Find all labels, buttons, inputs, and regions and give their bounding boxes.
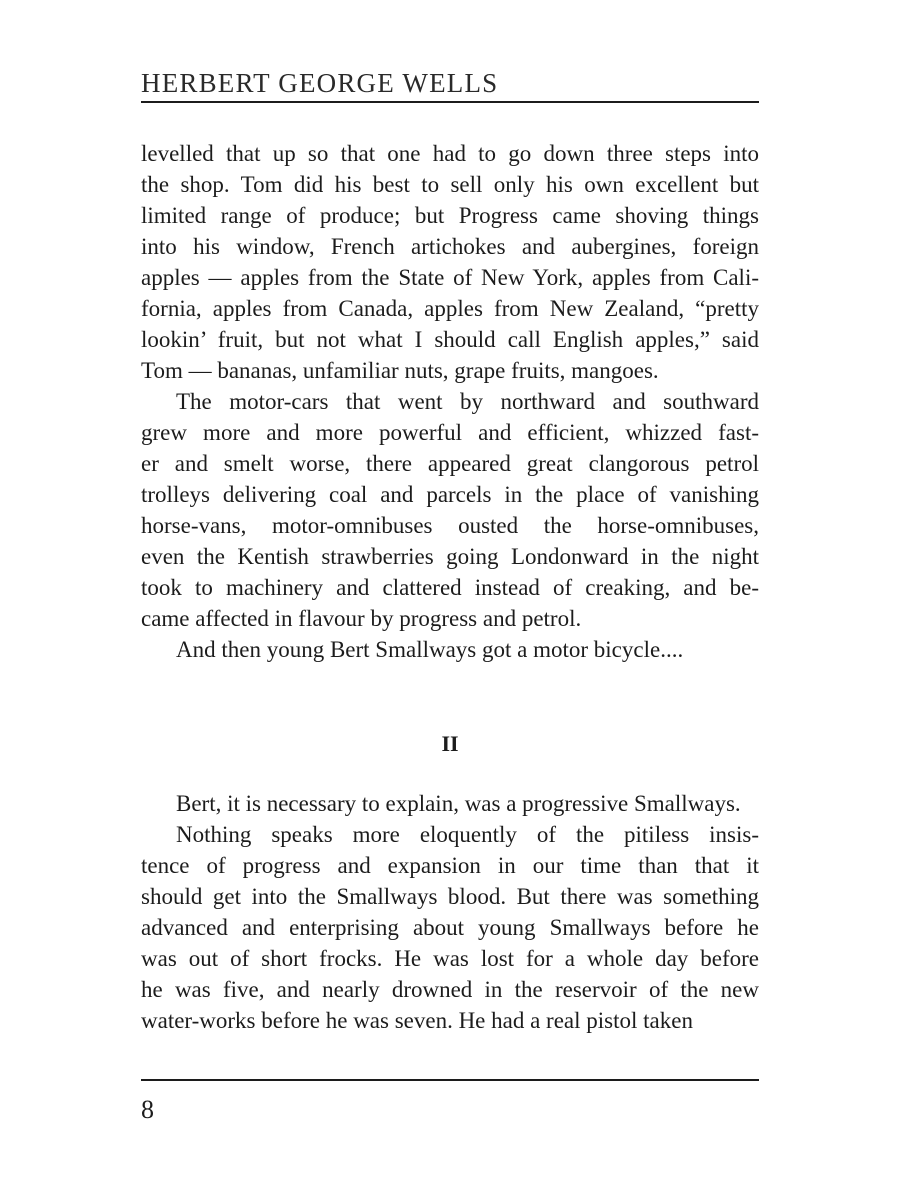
text-line: horse-vans, motor-omnibuses ousted the horse-omnibuses, — [141, 513, 759, 538]
text-line: advanced and enterprising about young Smallways before he — [141, 915, 759, 940]
text-line: The motor-cars that went by northward and southward — [176, 389, 759, 414]
text-line: took to machinery and clattered instead of creaking, and be- — [141, 575, 759, 600]
paragraph — [141, 138, 759, 386]
text-line: into his window, French artichokes and aubergines, foreign — [141, 234, 759, 259]
text-line: er and smelt worse, there appeared great clangorous petrol — [141, 451, 759, 476]
text-line: water-works before he was seven. He had a real pistol taken — [141, 1008, 693, 1033]
text-line: trolleys delivering coal and parcels in the place of vanishing — [141, 482, 759, 507]
text-line: he was five, and nearly drowned in the reservoir of the new — [141, 977, 759, 1002]
text-line: came affected in flavour by progress and petrol. — [141, 606, 582, 631]
text-line: tence of progress and expansion in our time than that it — [141, 853, 759, 878]
book-page — [141, 0, 759, 1200]
running-head-title: HERBERT GEORGE WELLS — [141, 68, 499, 98]
footer-rule — [141, 1079, 759, 1081]
section-heading: II — [441, 731, 459, 756]
text-line: limited range of produce; but Progress came shoving things — [141, 203, 759, 228]
body-text-bottom — [141, 788, 759, 1036]
paragraph — [141, 634, 759, 665]
text-line: apples — apples from the State of New York, apples from Cali- — [141, 265, 759, 290]
text-line: Nothing speaks more eloquently of the pitiless insis- — [176, 822, 759, 847]
text-line: Tom — bananas, unfamiliar nuts, grape fruits, mangoes. — [141, 358, 659, 383]
text-line: levelled that up so that one had to go down three steps into — [141, 141, 759, 166]
page-number: 8 — [141, 1095, 154, 1124]
text-line: fornia, apples from Canada, apples from New Zealand, “pretty — [141, 296, 759, 321]
body-text-top — [141, 138, 759, 665]
text-line: grew more and more powerful and efficient, whizzed fast- — [141, 420, 759, 445]
text-line: lookin’ fruit, but not what I should call English apples,” said — [141, 327, 759, 352]
paragraph — [141, 819, 759, 1036]
paragraph — [141, 788, 759, 819]
text-line: Bert, it is necessary to explain, was a progressive Smallways. — [176, 791, 741, 816]
text-line: was out of short frocks. He was lost for a whole day before — [141, 946, 759, 971]
text-line: even the Kentish strawberries going Londonward in the night — [141, 544, 759, 569]
header-rule — [141, 101, 759, 103]
text-line: And then young Bert Smallways got a motor bicycle.... — [176, 637, 684, 662]
text-line: should get into the Smallways blood. But there was something — [141, 884, 759, 909]
text-line: the shop. Tom did his best to sell only his own excellent but — [141, 172, 759, 197]
paragraph — [141, 386, 759, 634]
